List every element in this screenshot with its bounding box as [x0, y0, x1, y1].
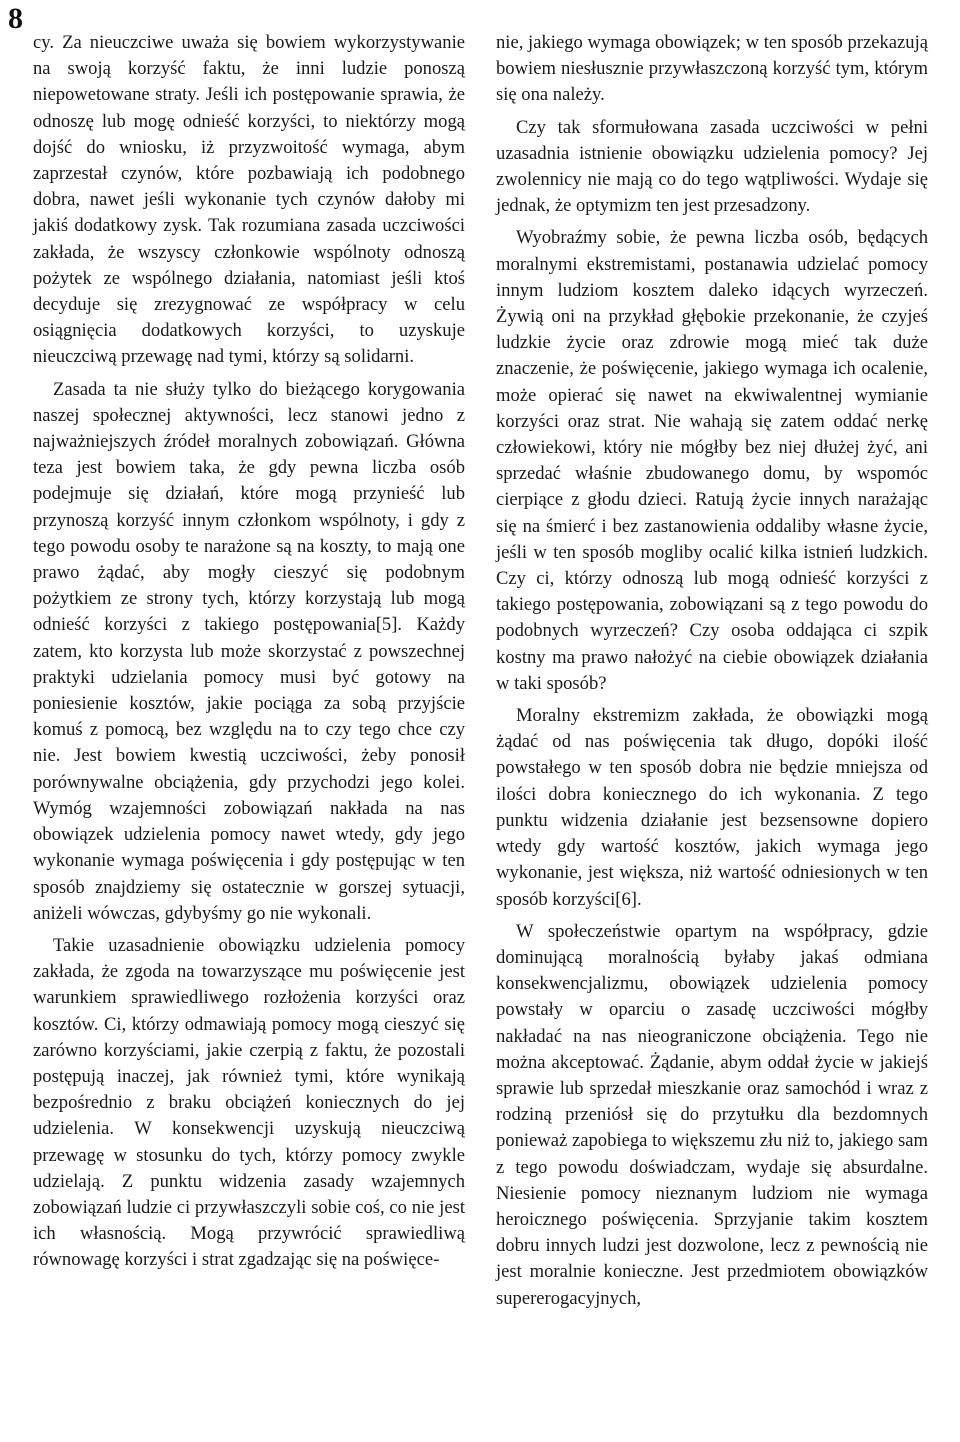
paragraph: W społeczeństwie opartym na współpracy, gdzie dominującą moralnością byłaby jakaś odmiana konsekwencjalizmu, obowiązek udzielenia pomocy powstały w oparciu o zasadę uczciwości mógłby nakładać na nas nieograniczone obciążenia. Tego nie można akceptować. Żądanie, abym oddał życie w jakiejś sprawie lub sprzedał mieszkanie oraz samochód i wraz z rodziną przeniósł się do przytułku dla bezdomnych ponieważ zapobiega to większemu złu niż to, jakiego sam z tego powodu doświadczam, wydaje się absurdalne. Niesienie pomocy nieznanym ludziom nie wymaga heroicznego poświęcenia. Sprzyjanie takim kosztem dobru innych ludzi jest dozwolone, lecz z pewnością nie jest moralnie konieczne. Jest przedmiotem obowiązków supererogacyjnych,: [496, 920, 928, 1309]
right-column: [496, 30, 928, 1318]
paragraph: Czy tak sformułowana zasada uczciwości w pełni uzasadnia istnienie obowiązku udzielenia pomocy? Jej zwolennicy nie mają co do tego wątpliwości. Wydaje się jednak, że optymizm ten jest przesadzony.: [496, 116, 928, 217]
paragraph: cy. Za nieuczciwe uważa się bowiem wykorzystywanie na swoją korzyść faktu, że inni ludzie ponoszą niepowetowane straty. Jeśli ich postępowanie sprawia, że odnoszę lub mogę odnieść korzyści, to niektórzy mogą dojść do wniosku, iż przyzwoitość wymaga, abym zaprzestał czynów, które pozbawiają ich podobnego dobra, nawet jeśli wykonanie tych czynów dałoby mi jakiś dodatkowy zysk. Tak rozumiana zasada uczciwości zakłada, że wszyscy członkowie wspólnoty odnoszą pożytek ze wspólnego działania, natomiast jeśli ktoś decyduje się zrezygnować ze współpracy w celu osiągnięcia dodatkowych korzyści, to uzyskuje nieuczciwą przewagę nad tymi, którzy są solidarni.: [33, 32, 465, 368]
paragraph: nie, jakiego wymaga obowiązek; w ten sposób przekazują bowiem niesłusznie przywłaszczoną korzyść tym, którym się ona należy.: [496, 32, 928, 106]
paragraph: Wyobraźmy sobie, że pewna liczba osób, będących moralnymi ekstremistami, postanawia udzielać pomocy innym ludziom kosztem daleko idących wyrzeczeń. Żywią oni na przykład głębokie przekonanie, że czyjeś ludzkie życie oraz zdrowie mogą mieć tak duże znaczenie, że poświęcenie, jakiego wymaga ich ocalenie, może opierać się nawet na ekwiwalentnej wymianie korzyści oraz strat. Nie wahają się zatem oddać nerkę człowiekowi, który nie mógłby bez niej dłużej żyć, ani sprzedać właśnie zbudowanego domu, by wspomóc cierpiące z głodu dzieci. Ratują życie innych narażając się na śmierć i bez zastanowienia oddaliby własne życie, jeśli w ten sposób mogliby ocalić kilka istnień ludzkich. Czy ci, którzy odnoszą lub mogą odnieść korzyści z takiego postępowania, zobowiązani są z tego powodu do podobnych wyrzeczeń? Czy osoba oddająca ci szpik kostny ma prawo nałożyć na ciebie obowiązek działania w taki sposób?: [496, 227, 928, 694]
left-column: [33, 30, 465, 1280]
paragraph: Zasada ta nie służy tylko do bieżącego korygowania naszej społecznej aktywności, lecz stanowi jedno z najważniejszych źródeł moralnych zobowiązań. Główna teza jest bowiem taka, że gdy pewna liczba osób podejmuje się działań, które mogą przynieść lub przynoszą korzyść innym członkom wspólnoty, i gdy z tego powodu osoby te narażone są na koszty, to mają one prawo żądać, aby mogły cieszyć się podobnym pożytkiem ze strony tych, którzy korzystają lub mogą odnieść korzyści z takiego postępowania[5]. Każdy zatem, kto korzysta lub może skorzystać z powszechnej praktyki udzielania pomocy musi być gotowy na poniesienie kosztów, jakie pociąga za sobą przyjście komuś z pomocą, bez względu na to czy tego chce czy nie. Jest bowiem kwestią uczciwości, żeby ponosił porównywalne obciążenia, gdy przychodzi jego kolei. Wymóg wzajemności zobowiązań nakłada na nas obowiązek udzielenia pomocy nawet wtedy, gdy jego wykonanie wymaga poświęcenia i gdy postępując w ten sposób znajdziemy się ostatecznie w gorszej sytuacji, aniżeli wówczas, gdybyśmy go nie wykonali.: [33, 378, 465, 924]
paragraph: Moralny ekstremizm zakłada, że obowiązki mogą żądać od nas poświęcenia tak długo, dopóki ilość powstałego w ten sposób dobra nie będzie mniejsza od ilości dobra koniecznego do ich wykonania. Z tego punktu widzenia działanie jest bezsensowne dopiero wtedy gdy wartość kosztów, jakich wymaga jego wykonanie, jest większa, niż wartość odniesionych w ten sposób korzyści[6].: [496, 705, 928, 910]
page-number: 8: [8, 2, 23, 35]
paragraph: Takie uzasadnienie obowiązku udzielenia pomocy zakłada, że zgoda na towarzyszące mu poświęcenie jest warunkiem sprawiedliwego rozłożenia korzyści oraz kosztów. Ci, którzy odmawiają pomocy mogą cieszyć się zarówno korzyściami, jakie czerpią z faktu, że pozostali postępują inaczej, jak również tymi, które wynikają bezpośrednio z braku obciążeń koniecznych do jej udzielenia. W konsekwencji uzyskują nieuczciwą przewagę w stosunku do tych, którzy pomocy zwykle udzielają. Z punktu widzenia zasady wzajemnych zobowiązań ludzie ci przywłaszczyli sobie coś, co nie jest ich własnością. Mogą przywrócić sprawiedliwą równowagę korzyści i strat zgadzając się na poświęce-: [33, 934, 465, 1271]
